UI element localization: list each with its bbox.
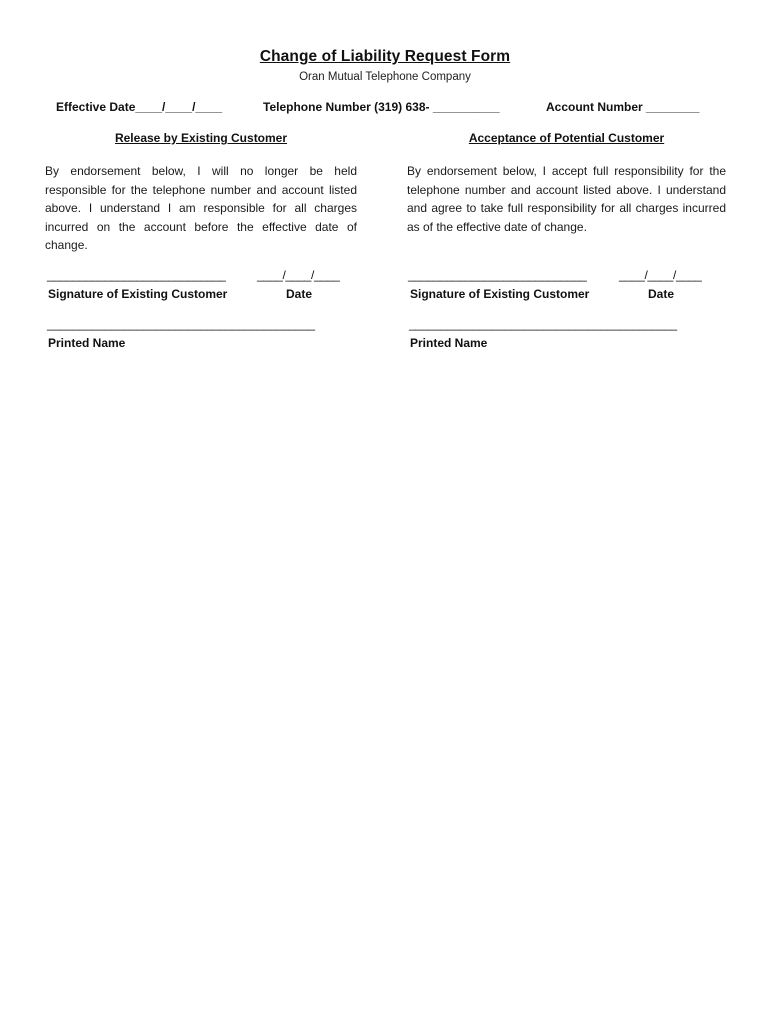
potential-date-line: ____/____/____	[619, 268, 702, 282]
existing-printed-name-label: Printed Name	[48, 336, 126, 350]
form-title: Change of Liability Request Form	[259, 48, 511, 65]
potential-signature-label: Signature of Existing Customer	[410, 287, 590, 301]
release-text: By endorsement below, I will no longer be held responsible for the telephone number and account listed above. I understand I am responsible for all charges incurred on the account before the effective date of change.	[45, 164, 357, 253]
potential-printed-name-label: Printed Name	[410, 336, 488, 350]
existing-printed-name-line: __________________________________________	[47, 317, 315, 331]
company-name: Oran Mutual Telephone Company	[299, 71, 471, 83]
acceptance-section	[407, 131, 726, 236]
telephone-number-field: Telephone Number (319) 638- __________	[263, 100, 500, 114]
potential-signature-line: ____________________________	[408, 268, 587, 282]
release-heading: Release by Existing Customer	[114, 131, 288, 145]
potential-date-label: Date	[648, 287, 675, 301]
acceptance-heading: Acceptance of Potential Customer	[468, 131, 665, 145]
acceptance-text: By endorsement below, I accept full responsibility for the telephone number and account listed above. I understand and agree to take full responsibility for all charges incurred as of the effective date of change.	[407, 164, 726, 234]
existing-signature-line: ____________________________	[47, 268, 226, 282]
effective-date-field: Effective Date____/____/____	[56, 100, 223, 114]
existing-date-label: Date	[286, 287, 313, 301]
account-number-field: Account Number ________	[546, 100, 700, 114]
existing-signature-label: Signature of Existing Customer	[48, 287, 228, 301]
potential-printed-name-line: __________________________________________	[409, 317, 677, 331]
existing-date-line: ____/____/____	[257, 268, 340, 282]
release-section	[45, 131, 357, 255]
